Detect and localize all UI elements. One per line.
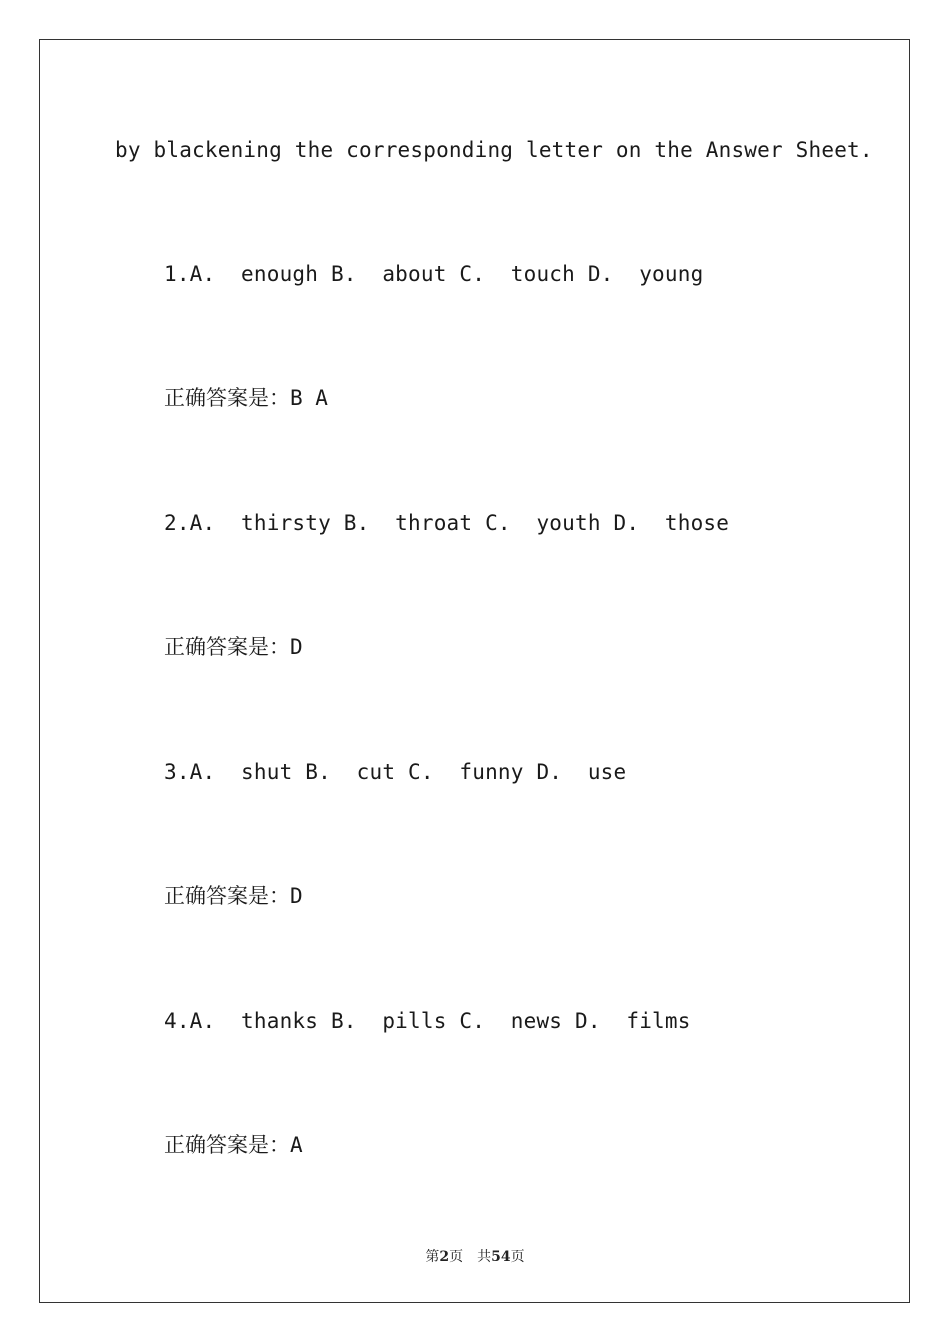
footer-total-prefix: 共 — [477, 1249, 492, 1265]
intro-text: by blackening the corresponding letter on the Answer Sheet. — [115, 138, 873, 162]
footer-page-word: 页 — [449, 1249, 464, 1265]
footer-total-suffix: 页 — [510, 1249, 525, 1265]
answer-label: 正确答案是： — [164, 1133, 290, 1157]
question-3: 3.A. shut B. cut C. funny D. use — [164, 760, 627, 784]
page-footer — [0, 1248, 950, 1266]
answer-label: 正确答案是： — [164, 386, 290, 410]
footer-current-page: 2 — [439, 1249, 450, 1265]
footer-prefix: 第 — [425, 1249, 440, 1265]
page-border — [39, 39, 910, 1303]
answer-1 — [164, 386, 328, 410]
footer-total-pages: 54 — [491, 1249, 511, 1265]
answer-value: B A — [290, 386, 328, 410]
answer-value: D — [290, 884, 303, 908]
answer-value: D — [290, 635, 303, 659]
answer-2 — [164, 635, 303, 659]
answer-label: 正确答案是： — [164, 635, 290, 659]
question-4: 4.A. thanks B. pills C. news D. films — [164, 1009, 691, 1033]
answer-3 — [164, 884, 303, 908]
answer-value: A — [290, 1133, 303, 1157]
question-2: 2.A. thirsty B. throat C. youth D. those — [164, 511, 730, 535]
question-1: 1.A. enough B. about C. touch D. young — [164, 262, 704, 286]
answer-label: 正确答案是： — [164, 884, 290, 908]
answer-4 — [164, 1133, 303, 1157]
